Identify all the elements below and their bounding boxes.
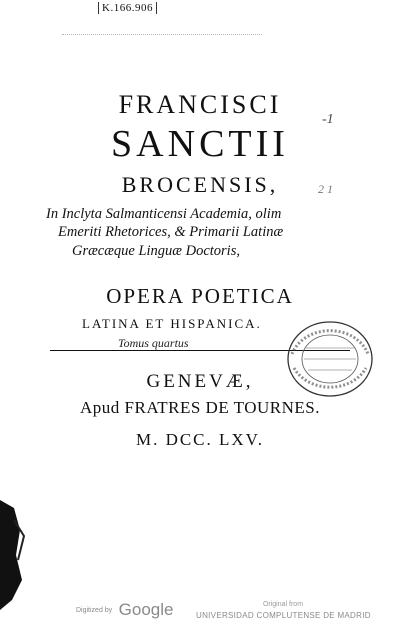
handwritten-note: Tomus quartus [118, 336, 189, 350]
description-line-2: Emeriti Rhetorices, & Primarii Latinæ [58, 224, 284, 240]
work-title: OPERA POETICA [106, 284, 294, 308]
pencil-mark: -1 [322, 112, 334, 127]
faint-inscription [62, 26, 262, 35]
imprint-year: M. DCC. LXV. [135, 430, 265, 449]
pencil-mark: 2 1 [318, 182, 333, 196]
title-line-2: SANCTII [111, 123, 289, 165]
description-line-1: In Inclyta Salmanticensi Academia, olim [46, 206, 282, 222]
work-subtitle: LATINA ET HISPANICA. [82, 316, 262, 331]
digitized-by-google [76, 600, 173, 620]
imprint-place: GENEVÆ, [146, 371, 254, 392]
shelf-mark: K.166.906 [98, 2, 157, 14]
imprint-publisher: Apud FRATRES DE TOURNES. [80, 398, 320, 417]
institution-label: UNIVERSIDAD COMPLUTENSE DE MADRID [196, 611, 371, 620]
digitized-by-label: Digitized by [76, 606, 113, 614]
spine-shadow [0, 500, 26, 610]
title-line-3: BROCENSIS, [121, 172, 279, 197]
google-logo: Google [118, 600, 174, 619]
title-line-1: FRANCISCI [118, 90, 282, 119]
description-line-3: Græcæque Linguæ Doctoris, [72, 243, 240, 259]
original-from-label: Original from [262, 601, 304, 608]
